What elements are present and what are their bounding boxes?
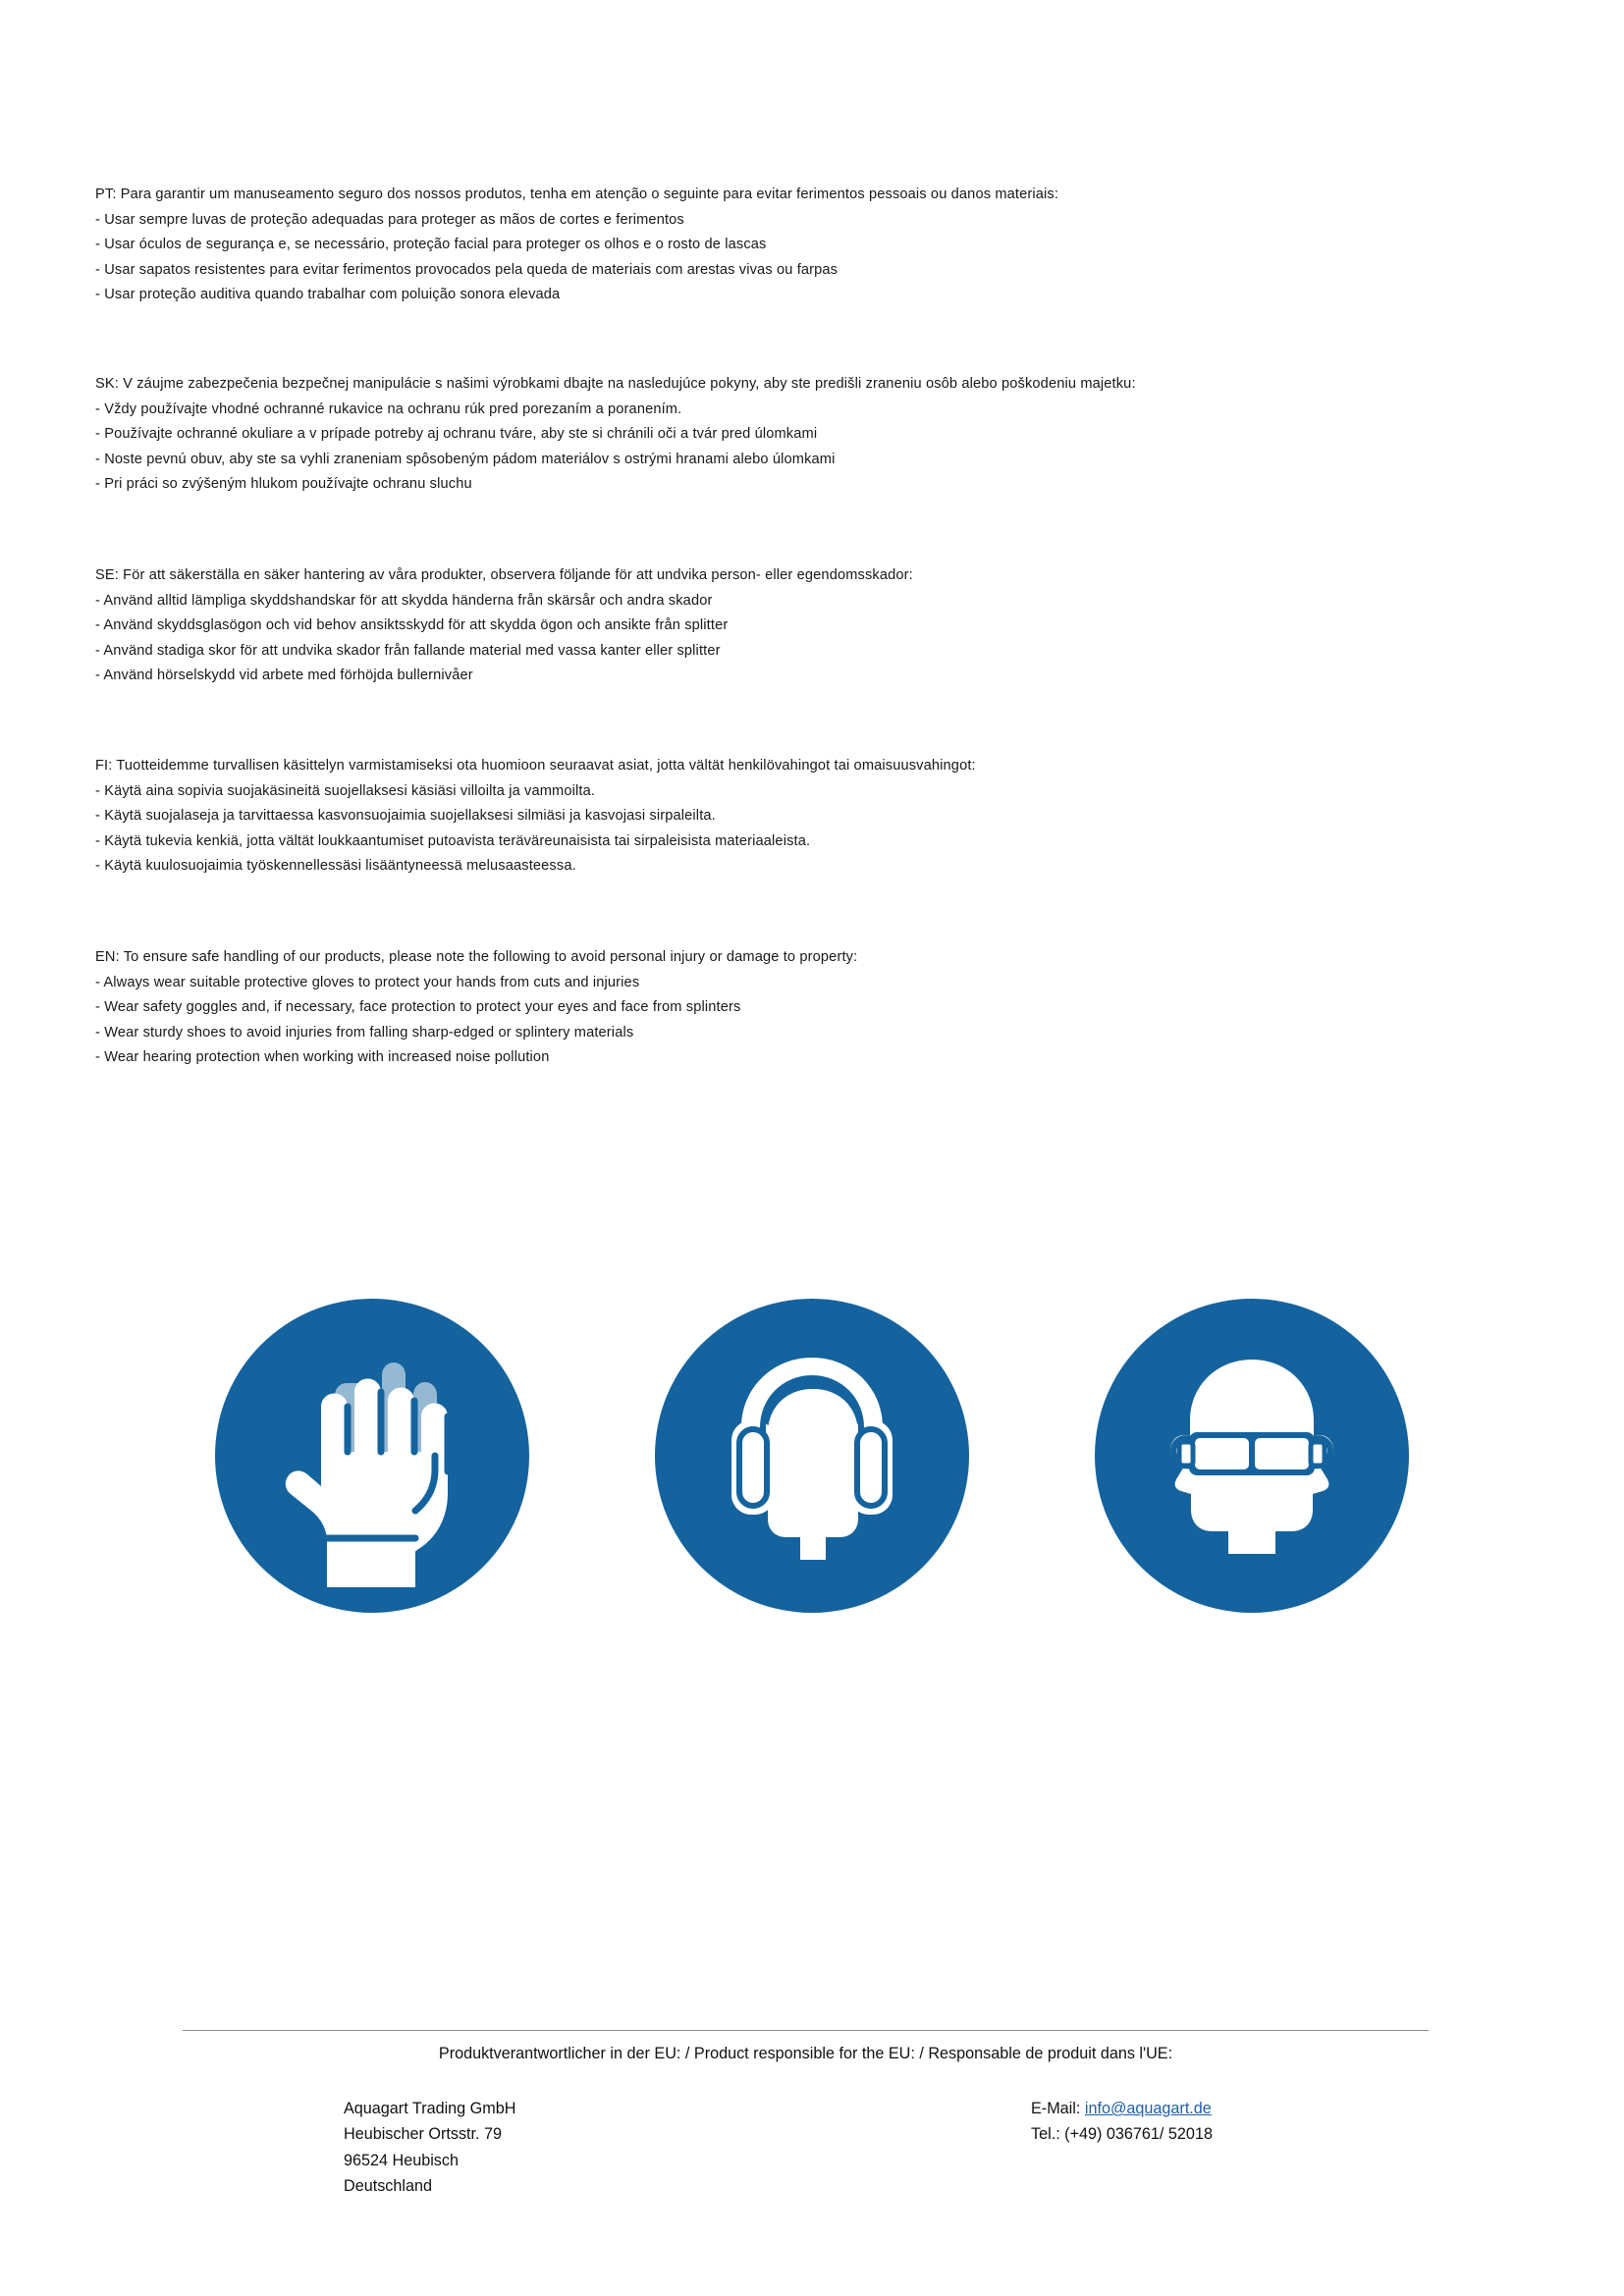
email-label: E-Mail: bbox=[1031, 2100, 1085, 2117]
company-address bbox=[344, 2096, 515, 2200]
address-line: Aquagart Trading GmbH bbox=[344, 2100, 516, 2117]
footer-columns bbox=[0, 2096, 1624, 2233]
company-contact bbox=[1031, 2096, 1213, 2148]
address-line: Heubischer Ortsstr. 79 bbox=[344, 2125, 503, 2144]
text-line: - Använd hörselskydd vid arbete med förhöjda bullernivåer bbox=[95, 667, 473, 684]
wear-protective-gloves-icon bbox=[215, 1299, 529, 1613]
text-line: - Använd alltid lämpliga skyddshandskar för att skydda händerna från skärsår och andra skador bbox=[95, 592, 713, 609]
footer-divider bbox=[183, 2030, 1429, 2031]
safety-text-block-pt bbox=[95, 183, 1489, 308]
text-line: PT: Para garantir um manuseamento seguro dos nossos produtos, tenha em atenção o seguinte para evitar ferimentos pessoais ou danos materiais: bbox=[95, 187, 1059, 202]
phone-row: Tel.: (+49) 036761/ 52018 bbox=[1031, 2125, 1213, 2144]
safety-text-block-sk bbox=[95, 372, 1489, 498]
pictogram-row bbox=[0, 1299, 1624, 1623]
text-line: - Använd stadiga skor för att undvika skador från fallande material med vassa kanter eller splitter bbox=[95, 642, 721, 659]
safety-text-block-en bbox=[95, 945, 1489, 1071]
address-line: 96524 Heubisch bbox=[344, 2151, 459, 2169]
text-line: - Používajte ochranné okuliare a v prípade potreby aj ochranu tváre, aby ste si chránili oči a tvár pred úlomkami bbox=[95, 426, 818, 443]
text-line: - Usar proteção auditiva quando trabalhar com poluição sonora elevada bbox=[95, 287, 561, 303]
wear-eye-protection-icon bbox=[1095, 1299, 1409, 1613]
text-line: SK: V záujme zabezpečenia bezpečnej manipulácie s našimi výrobkami dbajte na nasledujúce pokyny, aby ste predišli zraneniu osôb alebo poškodeniu majetku: bbox=[95, 376, 1136, 392]
footer-title: Produktverantwortlicher in der EU: / Product responsible for the EU: / Responsable de produit dans l'UE: bbox=[438, 2045, 1173, 2062]
text-line: - Usar sapatos resistentes para evitar ferimentos provocados pela queda de materiais com arestas vivas ou farpas bbox=[95, 261, 839, 278]
text-line: - Käytä aina sopivia suojakäsineitä suojellaksesi käsiäsi villoilta ja vammoilta. bbox=[95, 782, 596, 799]
text-line: - Always wear suitable protective gloves to protect your hands from cuts and injuries bbox=[95, 974, 640, 990]
safety-text-block-fi bbox=[95, 754, 1489, 880]
text-line: - Wear safety goggles and, if necessary, face protection to protect your eyes and face from splinters bbox=[95, 999, 741, 1016]
wear-ear-protection-icon bbox=[655, 1299, 969, 1613]
text-line: FI: Tuotteidemme turvallisen käsittelyn varmistamiseksi ota huomioon seuraavat asiat, jotta vältät henkilövahingot tai omaisuusvahingot: bbox=[95, 758, 976, 774]
text-line: - Wear sturdy shoes to avoid injuries from falling sharp-edged or splintery materials bbox=[95, 1024, 634, 1041]
text-line: EN: To ensure safe handling of our products, please note the following to avoid personal injury or damage to property: bbox=[95, 949, 858, 965]
safety-text-block-se bbox=[95, 563, 1489, 689]
text-line: - Usar óculos de segurança e, se necessário, proteção facial para proteger os olhos e o rosto de lascas bbox=[95, 237, 767, 253]
text-line: - Käytä tukevia kenkiä, jotta vältät loukkaantumiset putoavista teräväreunaisista tai sirpaleisista materiaaleista. bbox=[95, 832, 811, 849]
email-link[interactable]: info@aquagart.de bbox=[1084, 2100, 1212, 2117]
text-line: - Wear hearing protection when working with increased noise pollution bbox=[95, 1049, 550, 1066]
email-row bbox=[1031, 2096, 1213, 2121]
text-line: - Pri práci so zvýšeným hlukom používajte ochranu sluchu bbox=[95, 476, 472, 493]
text-line: - Käytä kuulosuojaimia työskennellessäsi lisääntyneessä melusaasteessa. bbox=[95, 858, 576, 875]
text-line: SE: För att säkerställa en säker hantering av våra produkter, observera följande för att undvika person- eller egendomsskador: bbox=[95, 567, 913, 583]
text-line: - Vždy používajte vhodné ochranné rukavice na ochranu rúk pred porezaním a poranením. bbox=[95, 400, 682, 417]
text-line: - Noste pevnú obuv, aby ste sa vyhli zraneniam spôsobeným pádom materiálov s ostrými hranami alebo úlomkami bbox=[95, 451, 836, 467]
text-line: - Käytä suojalaseja ja tarvittaessa kasvonsuojaimia suojellaksesi silmiäsi ja kasvojasi sirpaleilta. bbox=[95, 808, 716, 825]
text-line: - Usar sempre luvas de proteção adequadas para proteger as mãos de cortes e ferimentos bbox=[95, 211, 684, 228]
text-line: - Använd skyddsglasögon och vid behov ansiktsskydd för att skydda ögon och ansikte från splitter bbox=[95, 617, 729, 634]
address-line: Deutschland bbox=[344, 2177, 432, 2196]
